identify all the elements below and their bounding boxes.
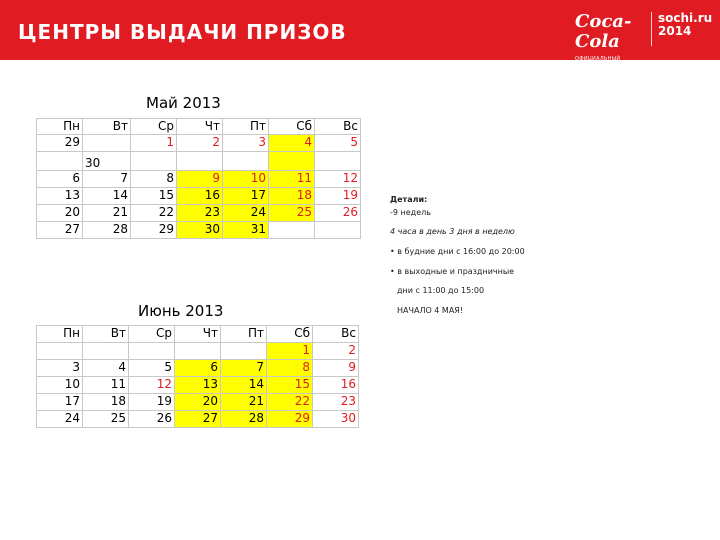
weekday-header: Вс xyxy=(315,119,361,135)
coca-cola-logo-subtitle: ОФИЦИАЛЬНЫЙ ПАРТНЕР xyxy=(575,56,621,68)
day-cell: 26 xyxy=(129,411,175,428)
day-cell-highlighted: 8 xyxy=(267,360,313,377)
day-cell-highlighted: 31 xyxy=(223,222,269,239)
day-cell: 14 xyxy=(83,188,131,205)
calendar-week-row xyxy=(37,205,361,222)
day-cell xyxy=(175,343,221,360)
day-cell: 19 xyxy=(129,394,175,411)
details-weekends-time: дни с 11:00 до 15:00 xyxy=(397,286,485,295)
day-cell-highlighted: 4 xyxy=(269,135,315,152)
day-cell-highlighted: 20 xyxy=(175,394,221,411)
day-cell-highlighted: 30 xyxy=(177,222,223,239)
day-cell-highlighted: 15 xyxy=(267,377,313,394)
sochi-logo-line2: 2014 xyxy=(658,24,692,38)
day-cell: 21 xyxy=(83,205,131,222)
day-cell: 25 xyxy=(83,411,129,428)
day-cell: 18 xyxy=(83,394,129,411)
day-cell: 3 xyxy=(37,360,83,377)
sochi-2014-logo xyxy=(658,12,712,38)
weekday-header: Сб xyxy=(267,326,313,343)
day-cell: 17 xyxy=(37,394,83,411)
day-cell-highlighted: 17 xyxy=(223,188,269,205)
header-bar xyxy=(0,0,720,68)
day-cell: 27 xyxy=(37,222,83,239)
day-cell xyxy=(129,343,175,360)
day-cell xyxy=(83,135,131,152)
day-cell: 2 xyxy=(177,135,223,152)
day-cell-highlighted: 18 xyxy=(269,188,315,205)
weekday-header: Пн xyxy=(37,119,83,135)
june-calendar xyxy=(36,325,359,428)
weekday-header: Ср xyxy=(129,326,175,343)
day-cell-highlighted: 1 xyxy=(267,343,313,360)
day-cell-highlighted: 11 xyxy=(269,171,315,188)
june-calendar-title: Июнь 2013 xyxy=(138,302,224,320)
day-cell xyxy=(177,152,223,171)
day-cell: 1 xyxy=(131,135,177,152)
day-cell: 30 xyxy=(313,411,359,428)
day-cell: 20 xyxy=(37,205,83,222)
weekday-header: Вт xyxy=(83,326,129,343)
day-cell-highlighted: 23 xyxy=(177,205,223,222)
day-cell xyxy=(269,222,315,239)
day-cell: 23 xyxy=(313,394,359,411)
calendar-week-row xyxy=(37,343,359,360)
weekday-header: Чт xyxy=(175,326,221,343)
day-cell-highlighted: 9 xyxy=(177,171,223,188)
calendar-week-row xyxy=(37,411,359,428)
details-weekdays: • в будние дни с 16:00 до 20:00 xyxy=(390,247,525,256)
day-cell: 12 xyxy=(315,171,361,188)
calendar-week-row xyxy=(37,360,359,377)
calendar-header-row xyxy=(37,326,359,343)
day-cell xyxy=(221,343,267,360)
day-cell: 6 xyxy=(37,171,83,188)
day-cell xyxy=(37,152,83,171)
calendar-week-row xyxy=(37,377,359,394)
calendar-week-row xyxy=(37,222,361,239)
calendar-week-row xyxy=(37,171,361,188)
weekday-header: Ср xyxy=(131,119,177,135)
weekday-header: Вт xyxy=(83,119,131,135)
sochi-logo-line1: sochi.ru xyxy=(658,11,713,25)
day-cell: 29 xyxy=(131,222,177,239)
details-weekends: • в выходные и праздничные xyxy=(390,267,515,276)
day-cell-highlighted: 14 xyxy=(221,377,267,394)
day-cell-highlighted: 24 xyxy=(223,205,269,222)
weekday-header: Пт xyxy=(221,326,267,343)
day-cell xyxy=(83,343,129,360)
day-cell-highlighted: 27 xyxy=(175,411,221,428)
calendar-header-row xyxy=(37,119,361,135)
weekday-header: Пт xyxy=(223,119,269,135)
day-cell: 10 xyxy=(37,377,83,394)
logo-divider xyxy=(651,12,652,46)
day-cell: 4 xyxy=(83,360,129,377)
day-cell-highlighted: 13 xyxy=(175,377,221,394)
day-cell-highlighted: 21 xyxy=(221,394,267,411)
calendar-week-row xyxy=(37,394,359,411)
weekday-header: Вс xyxy=(313,326,359,343)
weekday-header: Сб xyxy=(269,119,315,135)
day-cell-highlighted: 6 xyxy=(175,360,221,377)
day-cell: 19 xyxy=(315,188,361,205)
day-cell: 2 xyxy=(313,343,359,360)
day-cell: 3 xyxy=(223,135,269,152)
day-cell-highlighted: 10 xyxy=(223,171,269,188)
day-cell: 5 xyxy=(129,360,175,377)
day-cell xyxy=(223,152,269,171)
day-cell-highlighted: 25 xyxy=(269,205,315,222)
day-cell xyxy=(131,152,177,171)
day-cell: 22 xyxy=(131,205,177,222)
day-cell-highlighted: 16 xyxy=(177,188,223,205)
day-cell: 16 xyxy=(313,377,359,394)
day-cell: 9 xyxy=(313,360,359,377)
calendar-week-row xyxy=(37,188,361,205)
calendar-week-row xyxy=(37,135,361,152)
day-cell: 30 xyxy=(83,152,131,171)
page-title: ЦЕНТРЫ ВЫДАЧИ ПРИЗОВ xyxy=(18,20,347,44)
day-cell: 7 xyxy=(83,171,131,188)
may-calendar xyxy=(36,118,361,239)
calendar-week-row xyxy=(37,152,361,171)
weekday-header: Чт xyxy=(177,119,223,135)
day-cell: 8 xyxy=(131,171,177,188)
day-cell xyxy=(315,222,361,239)
day-cell xyxy=(315,152,361,171)
day-cell: 15 xyxy=(131,188,177,205)
coca-cola-logo-text: Coca-Cola xyxy=(575,11,632,52)
day-cell-highlighted: 28 xyxy=(221,411,267,428)
day-cell: 12 xyxy=(129,377,175,394)
details-start: НАЧАЛО 4 МАЯ! xyxy=(397,306,464,315)
coca-cola-logo xyxy=(575,11,643,68)
day-cell-highlighted: 22 xyxy=(267,394,313,411)
day-cell: 5 xyxy=(315,135,361,152)
day-cell: 29 xyxy=(37,135,83,152)
day-cell-highlighted: 7 xyxy=(221,360,267,377)
day-cell xyxy=(37,343,83,360)
day-cell-highlighted xyxy=(269,152,315,171)
may-calendar-title: Май 2013 xyxy=(146,94,221,112)
details-label: Детали: xyxy=(390,195,428,204)
day-cell: 28 xyxy=(83,222,131,239)
details-hours: 4 часа в день 3 дня в неделю xyxy=(390,227,515,236)
weekday-header: Пн xyxy=(37,326,83,343)
day-cell: 24 xyxy=(37,411,83,428)
details-weeks: -9 недель xyxy=(390,208,431,217)
day-cell: 11 xyxy=(83,377,129,394)
day-cell: 26 xyxy=(315,205,361,222)
day-cell-highlighted: 29 xyxy=(267,411,313,428)
day-cell: 13 xyxy=(37,188,83,205)
